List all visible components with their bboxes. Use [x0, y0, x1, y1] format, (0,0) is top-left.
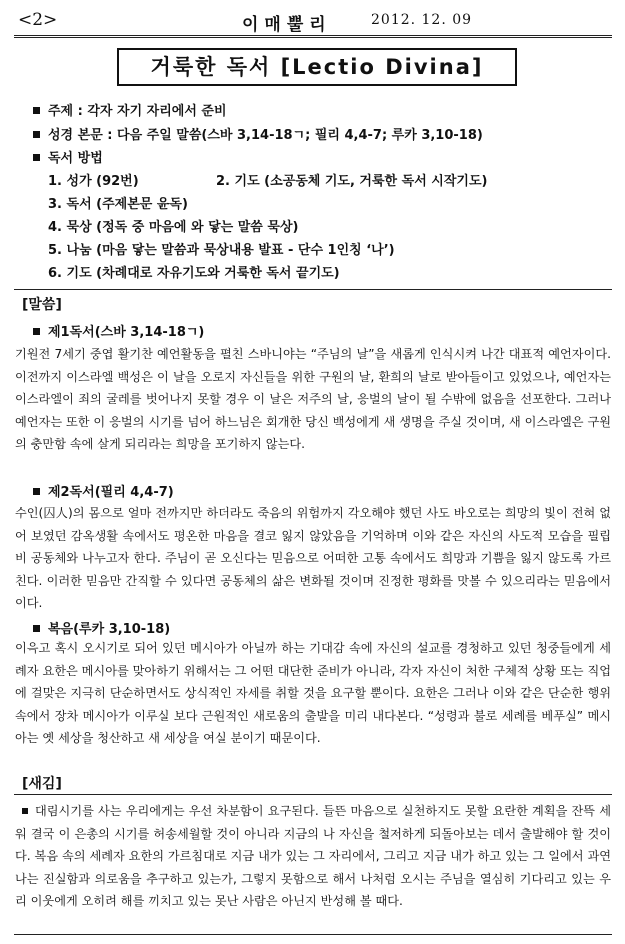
step-3: 3. 독서 (주제본문 윤독)	[48, 197, 188, 212]
page-title: 거룩한 독서 [Lectio Divina]	[150, 55, 484, 79]
bulletin-name: 이매뿔리	[242, 15, 332, 35]
section-word: [말씀]	[22, 297, 62, 313]
theme-text: 주제 : 각자 자기 자리에서 준비	[48, 104, 227, 119]
reading-1-heading: 제1독서(스바 3,14-18ㄱ)	[33, 321, 204, 340]
page-number: <2>	[18, 10, 58, 30]
scripture-line	[33, 124, 483, 143]
title-box	[117, 48, 517, 86]
step-5: 5. 나눔 (마음 닿는 말씀과 묵상내용 발표 - 단수 1인칭 ‘나’)	[48, 243, 395, 258]
reading-2-heading: 제2독서(필리 4,4-7)	[33, 481, 174, 500]
gospel-heading: 복음(루카 3,10-18)	[33, 618, 170, 637]
square-bullet-icon	[33, 488, 40, 495]
header-rule	[14, 35, 612, 36]
square-bullet-icon	[33, 328, 40, 335]
step-6: 6. 기도 (차례대로 자유기도와 거룩한 독서 끝기도)	[48, 266, 340, 281]
square-bullet-icon	[33, 625, 40, 632]
method-title-line	[33, 147, 103, 166]
square-bullet-icon	[33, 154, 40, 161]
header-rule-double	[14, 37, 612, 38]
square-bullet-icon	[33, 131, 40, 138]
page-header	[14, 10, 612, 34]
square-bullet-icon	[33, 107, 40, 114]
section-reflection: [새김]	[22, 776, 62, 792]
theme-line	[33, 100, 227, 119]
issue-date: 2012. 12. 09	[371, 12, 473, 28]
method-title: 독서 방법	[48, 151, 103, 166]
reading-1-text: 기원전 7세기 중엽 활기찬 예언활동을 펼친 스바니야는 “주님의 날”을 새롭게 인식시켜 나간 대표적 예언자이다. 이전까지 이스라엘 백성은 이 날을 오로지 자신들을 위한 구원의 날, 환희의 날로 받아들이고 있었으나, 예언자는 이스라엘이 죄의 굴레를 벗어나지 못할 경우 이 날은 저주의 날, 응벌의 날이 될 수밖에 없음을 선포한다. 그러나 예언자는 또한 이 응벌의 시기를 넘어 하느님은 회개한 당신 백성에게 새 생명을 주실 것이며, 새 이스라엘은 구원의 충만함 속에 살게 되리라는 희망을 포기하지 않는다.	[15, 347, 611, 451]
step-1: 1. 성가 (92번)	[48, 174, 139, 189]
scripture-text: 성경 본문 : 다음 주일 말씀(스바 3,14-18ㄱ; 필리 4,4-7; 루카 3,10-18)	[48, 128, 483, 143]
gospel-text: 이윽고 혹시 오시기로 되어 있던 메시아가 아닐까 하는 기대감 속에 자신의 설교를 경청하고 있던 청중들에게 세례자 요한은 메시아를 맞아하기 위해서는 그 어떤 대단한 준비가 아니라, 각자 자신이 처한 구체적 상황 또는 직업에 걸맞은 지극히 단순하면서도 상식적인 자세를 취할 것을 요구할 뿐이다. 요한은 그러나 이와 같은 단순한 행위 속에서 장차 메시아가 이루실 보다 근원적인 새로움의 출발을 미리 내다본다. “성령과 불로 세례를 베푸실” 메시아는 옛 세상을 청산하고 새 세상을 여실 분이기 때문이다.	[15, 641, 611, 745]
step-2: 2. 기도 (소공동체 기도, 거룩한 독서 시작기도)	[216, 174, 488, 189]
reading-2-text: 수인(囚人)의 몸으로 얼마 전까지만 하더라도 죽음의 위험까지 각오해야 했던 사도 바오로는 희망의 빛이 전혀 없어 보였던 감옥생활 속에서도 평온한 마음을 결코 잃지 않았음을 기억하며 이와 같은 자신의 사도적 모습을 필립비 공동체와 나누고자 한다. 주님이 곧 오신다는 믿음으로 어떠한 고통 속에서도 희망과 기쁨을 잃지 않도록 가르친다. 이러한 믿음만 간직할 수 있다면 공동체의 삶은 변화될 것이며 진정한 평화를 맛볼 수 있으리라는 믿음에서이다.	[15, 506, 611, 610]
reflection-rule	[14, 794, 612, 795]
step-4: 4. 묵상 (정독 중 마음에 와 닿는 말씀 묵상)	[48, 220, 299, 235]
footer-rule	[14, 934, 612, 935]
divider	[14, 289, 612, 290]
reflection-text: 대림시기를 사는 우리에게는 우선 차분함이 요구된다. 들뜬 마음으로 실천하지도 못할 요란한 계획을 잔뜩 세워 결국 이 은총의 시기를 허송세월할 것이 아니라 지금의 나 자신을 철저하게 되돌아보는 데서 출발해야 할 것이다. 복음 속의 세례자 요한의 가르침대로 지금 내가 있는 그 자리에서, 그리고 지금 내가 하고 있는 그 일에서 과연 나는 진실함과 의로움을 추구하고 있는가, 그렇지 못함으로 해서 나처럼 오시는 주님을 열심히 기다리고 있는 우리 이웃에게 오히려 해를 끼치고 있는 못난 사람은 아닌지 반성해 볼 때다.	[15, 804, 611, 908]
square-bullet-icon	[22, 808, 28, 814]
